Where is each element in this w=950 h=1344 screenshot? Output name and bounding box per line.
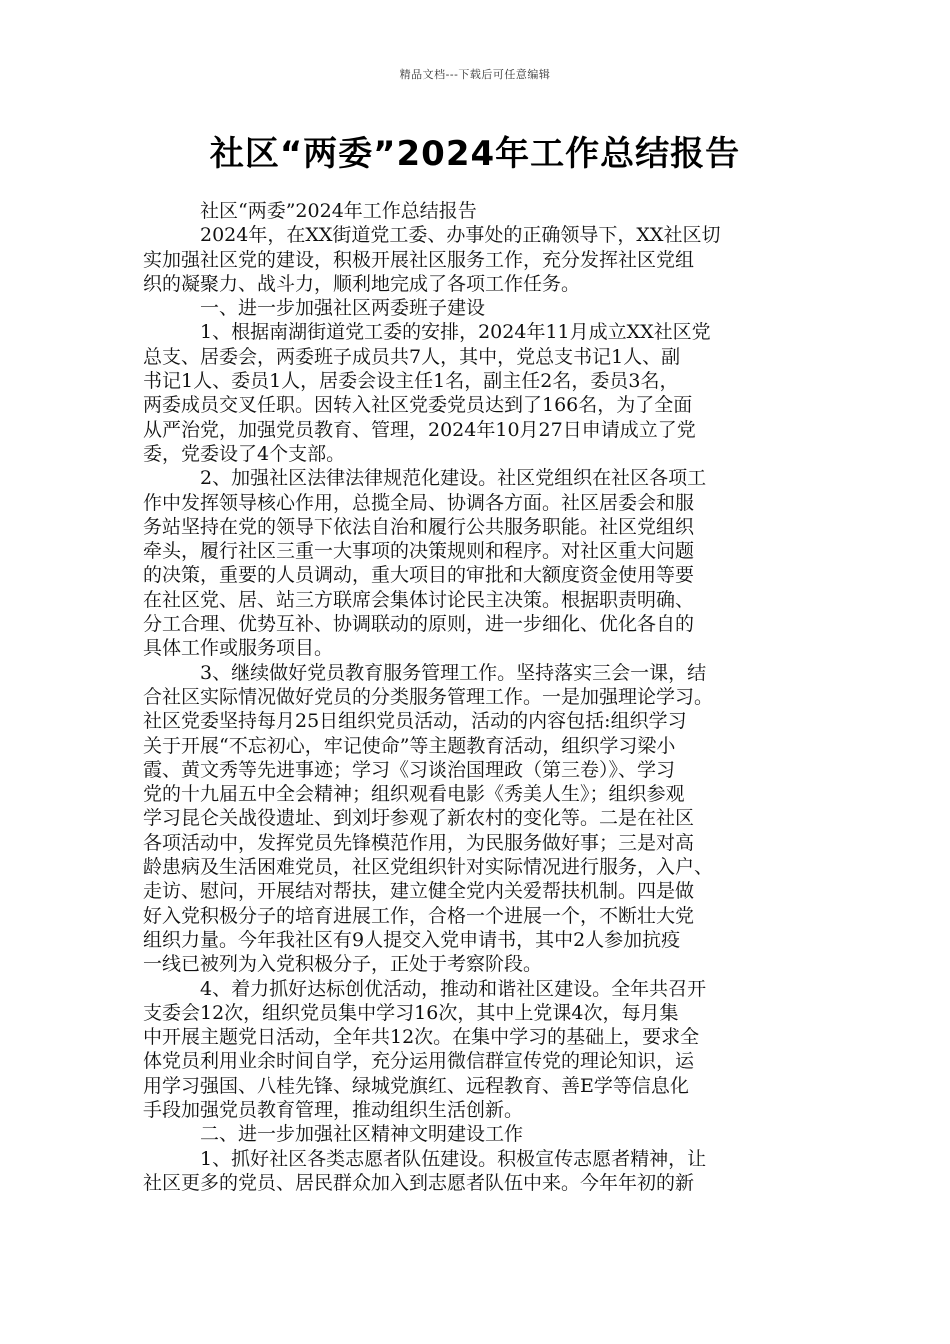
text-line: 委，党委设了4个支部。 xyxy=(143,442,346,465)
text-line: 4、着力抓好达标创优活动，推动和谐社区建设。全年共召开 xyxy=(200,977,707,1000)
text-line: 各项活动中，发挥党员先锋模范作用，为民服务做好事；三是对高 xyxy=(143,831,695,854)
text-line: 分工合理、优势互补、协调联动的原则，进一步细化、优化各自的 xyxy=(143,613,695,636)
header-note: 精品文档---下载后可任意编辑 xyxy=(399,68,551,81)
text-line: 霞、黄文秀等先进事迹；学习《习谈治国理政（第三卷）》、学习 xyxy=(143,758,676,781)
text-line: 走访、慰问，开展结对帮扶，建立健全党内关爱帮扶机制。四是做 xyxy=(143,880,695,903)
text-line: 两委成员交叉任职。因转入社区党委党员达到了166名，为了全面 xyxy=(143,394,693,417)
text-line: 学习昆仑关战役遗址、到刘圩参观了新农村的变化等。二是在社区 xyxy=(143,807,695,830)
text-line: 中开展主题党日活动，全年共12次。在集中学习的基础上，要求全 xyxy=(143,1026,700,1049)
text-line: 支委会12次，组织党员集中学习16次，其中上党课4次，每月集 xyxy=(143,1001,679,1024)
text-line: 3、继续做好党员教育服务管理工作。坚持落实三会一课，结 xyxy=(200,661,707,684)
text-line: 2024年，在XX街道党工委、办事处的正确领导下，XX社区切 xyxy=(200,224,721,247)
text-line: 好入党积极分子的培育进展工作，合格一个进展一个，不断壮大党 xyxy=(143,904,695,927)
text-line: 1、抓好社区各类志愿者队伍建设。积极宣传志愿者精神，让 xyxy=(200,1147,707,1170)
text-line: 具体工作或服务项目。 xyxy=(143,637,334,660)
text-line: 2、加强社区法律法律规范化建设。社区党组织在社区各项工 xyxy=(200,467,707,490)
text-line: 作中发挥领导核心作用，总揽全局、协调各方面。社区居委会和服 xyxy=(143,491,695,514)
text-line: 二、进一步加强社区精神文明建设工作 xyxy=(200,1123,524,1146)
text-line: 社区党委坚持每月25日组织党员活动，活动的内容包括:组织学习 xyxy=(143,710,687,733)
text-line: 织的凝聚力、战斗力，顺利地完成了各项工作任务。 xyxy=(143,272,581,295)
text-line: 总支、居委会，两委班子成员共7人，其中，党总支书记1人、副 xyxy=(143,345,681,368)
text-line: 实加强社区党的建设，积极开展社区服务工作，充分发挥社区党组 xyxy=(143,248,695,271)
text-line: 一、进一步加强社区两委班子建设 xyxy=(200,297,486,320)
text-line: 在社区党、居、站三方联席会集体讨论民主决策。根据职责明确、 xyxy=(143,588,695,611)
text-line: 的决策，重要的人员调动，重大项目的审批和大额度资金使用等要 xyxy=(143,564,695,587)
text-line: 1、根据南湖街道党工委的安排，2024年11月成立XX社区党 xyxy=(200,321,711,344)
text-line: 关于开展“不忘初心，牢记使命”等主题教育活动，组织学习梁小 xyxy=(143,734,676,757)
text-line: 用学习强国、八桂先锋、绿城党旗红、远程教育、善E学等信息化 xyxy=(143,1074,689,1097)
text-line: 合社区实际情况做好党员的分类服务管理工作。一是加强理论学习。 xyxy=(143,685,714,708)
text-line: 社区更多的党员、居民群众加入到志愿者队伍中来。今年年初的新 xyxy=(143,1171,695,1194)
text-line: 从严治党，加强党员教育、管理，2024年10月27日申请成立了党 xyxy=(143,418,696,441)
text-line: 体党员利用业余时间自学，充分运用微信群宣传党的理论知识，运 xyxy=(143,1050,695,1073)
text-line: 组织力量。今年我社区有9人提交入党申请书，其中2人参加抗疫 xyxy=(143,928,681,951)
text-line: 务站坚持在党的领导下依法自治和履行公共服务职能。社区党组织 xyxy=(143,515,695,538)
document-body xyxy=(143,199,823,1195)
text-line: 书记1人、委员1人，居委会设主任1名，副主任2名，委员3名， xyxy=(143,370,679,393)
text-line: 龄患病及生活困难党员，社区党组织针对实际情况进行服务，入户、 xyxy=(143,856,714,879)
text-line: 社区“两委”2024年工作总结报告 xyxy=(200,200,477,222)
text-line: 牵头，履行社区三重一大事项的决策规则和程序。对社区重大问题 xyxy=(143,540,695,563)
text-line: 党的十九届五中全会精神；组织观看电影《秀美人生》；组织参观 xyxy=(143,783,685,806)
text-line: 一线已被列为入党积极分子，正处于考察阶段。 xyxy=(143,953,543,976)
text-line: 手段加强党员教育管理，推动组织生活创新。 xyxy=(143,1098,524,1121)
document-title: 社区“两委”2024年工作总结报告 xyxy=(209,134,741,174)
